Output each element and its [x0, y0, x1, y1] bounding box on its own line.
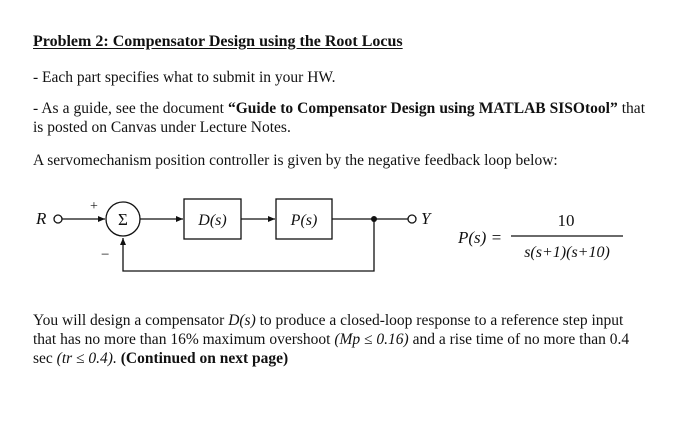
sigma-symbol: Σ — [118, 210, 128, 229]
problem-title: Problem 2: Compensator Design using the Root Locus — [33, 33, 403, 50]
rise-time-condition: (tr ≤ 0.4). — [56, 350, 117, 367]
compensator-symbol: D(s) — [228, 312, 256, 329]
task-text-c: and a rise time of no more than 0.4 sec — [33, 331, 630, 367]
input-label-r: R — [36, 209, 47, 228]
minus-sign: − — [101, 247, 110, 263]
task-text-b: to produce a closed-loop response to a reference step input that has no more than 16% maximum overshoot — [33, 312, 624, 348]
tf-lhs — [457, 228, 502, 247]
tf-denominator: s(s+1)(s+10) — [524, 244, 610, 261]
tf-numerator: 10 — [557, 211, 575, 230]
guide-document-title: “Guide to Compensator Design using MATLAB SISOtool” — [227, 100, 618, 117]
plant-label: P(s) — [290, 212, 318, 229]
task-text-a: You will design a compensator — [33, 312, 229, 329]
task-description — [33, 311, 645, 368]
intro-text: A servomechanism position controller is given by the negative feedback loop below: — [33, 152, 558, 169]
input-terminal — [54, 215, 62, 223]
bullet-submit: - Each part specifies what to submit in your HW. — [33, 69, 336, 86]
continued-note: (Continued on next page) — [116, 350, 289, 367]
bullet-guide-suffix: that is posted on Canvas under Lecture Notes. — [33, 100, 645, 136]
tf-lhs-text: P(s) = — [458, 228, 503, 247]
output-terminal — [408, 215, 416, 223]
output-label-y: Y — [421, 209, 431, 228]
feedback-path — [123, 219, 374, 271]
bullet-guide-prefix: - As a guide, see the document — [33, 100, 228, 117]
overshoot-condition: (Mp ≤ 0.16) — [334, 331, 409, 348]
controller-label: D(s) — [198, 212, 227, 229]
plus-sign: + — [90, 199, 98, 214]
